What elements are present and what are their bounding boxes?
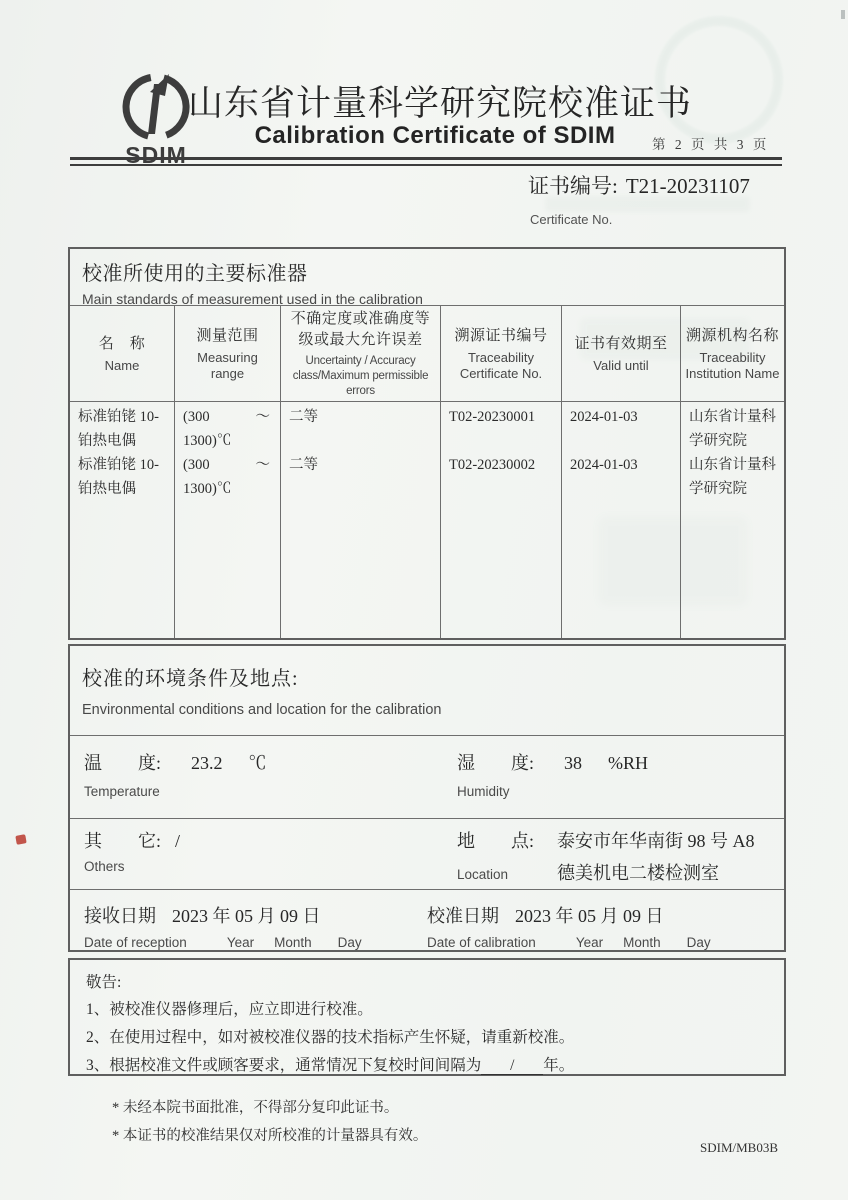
temperature-field xyxy=(84,736,267,799)
temperature-unit: ℃ xyxy=(248,753,267,773)
red-ink-dot-artifact xyxy=(15,834,26,845)
environment-section xyxy=(68,644,786,952)
calibration-label-en: Date of calibration xyxy=(427,935,536,950)
standards-section-title xyxy=(70,249,784,307)
others-label-en: Others xyxy=(84,859,125,874)
standard-range: (300 ～ 1300)℃ xyxy=(183,453,274,501)
standard-name: 标准铂铑 10-铂热电偶 xyxy=(78,409,159,449)
calibration-date-value: 2023 年 05 月 09 日 xyxy=(515,906,664,926)
column-header-measuring-range: 测量范围 Measuring range xyxy=(175,306,281,401)
notice-item: 3、根据校准文件或顾客要求，通常情况下复校时间间隔为 / 年。 xyxy=(86,1057,575,1074)
recalibration-interval-blank: / xyxy=(481,1057,543,1075)
location-label-zh: 地 点: xyxy=(457,831,535,851)
certificate-title-zh: 山东省计量科学研究院校准证书 xyxy=(188,84,693,123)
temperature-label-en: Temperature xyxy=(84,784,160,799)
certificate-title-en: Calibration Certificate of SDIM xyxy=(254,122,616,149)
standard-accuracy: 二等 xyxy=(289,409,318,425)
dates-row xyxy=(70,889,784,950)
standards-section xyxy=(68,247,786,640)
humidity-label-zh: 湿 度: xyxy=(457,753,535,773)
standards-title-zh: 校准所使用的主要标准器 xyxy=(82,263,308,285)
notice-item: 1、被校准仪器修理后，应立即进行校准。 xyxy=(86,1001,373,1018)
footer-notes xyxy=(112,1094,427,1150)
reception-date-field: 接收日期 2023 年 05 月 09 日 Date of reception Year Month Day xyxy=(84,890,362,950)
standards-table-header xyxy=(70,306,784,402)
certificate-number-label: 证书编号: xyxy=(528,174,618,198)
header-divider xyxy=(70,157,782,166)
column-header-institution: 溯源机构名称 Traceability Institution Name xyxy=(685,327,780,381)
footer-note: * 本证书的校准结果仅对所校准的计量器具有效。 xyxy=(112,1128,428,1144)
column-header-uncertainty: 不确定度或准确度等级或最大允许误差 Uncertainty / Accuracy class/Maximum permissible errors xyxy=(281,306,441,401)
standards-table xyxy=(70,305,784,638)
location-value-line2: 德美机电二楼检测室 xyxy=(557,863,719,883)
reception-date-value: 2023 年 05 月 09 日 xyxy=(172,906,321,926)
calibration-date-field: 校准日期 2023 年 05 月 09 日 Date of calibration Year Month Day xyxy=(427,890,711,950)
humidity-label-en: Humidity xyxy=(457,784,510,799)
tilde: ～ xyxy=(255,457,270,473)
page-number: 第 2 页 共 3 页 xyxy=(652,137,770,152)
institution-name: 山东省计量科学研究院 xyxy=(689,409,776,449)
valid-until-cell xyxy=(562,402,681,638)
scan-edge-mark xyxy=(841,10,845,19)
certificate-number-line xyxy=(528,170,750,200)
institution-name: 山东省计量科学研究院 xyxy=(689,457,776,497)
environment-section-title xyxy=(70,646,784,735)
location-field xyxy=(457,819,755,885)
calibration-label-zh: 校准日期 xyxy=(427,906,499,926)
standards-title-en: Main standards of measurement used in the calibration xyxy=(82,291,423,307)
valid-until-date: 2024-01-03 xyxy=(570,457,638,473)
traceability-cert-no: T02-20230001 xyxy=(449,409,536,425)
location-label-en: Location xyxy=(457,867,509,882)
standard-range: (300 ～ 1300)℃ xyxy=(183,405,274,453)
environment-title-en: Environmental conditions and location for the calibration xyxy=(82,702,442,718)
accuracy-cell xyxy=(281,402,441,638)
footer-note: * 未经本院书面批准，不得部分复印此证书。 xyxy=(112,1100,399,1116)
notice-item: 2、在使用过程中，如对被校准仪器的技术指标产生怀疑，请重新校准。 xyxy=(86,1029,575,1046)
certificate-number-label-en: Certificate No. xyxy=(530,212,613,227)
temperature-value: 23.2 xyxy=(191,753,223,773)
temperature-label-zh: 温 度: xyxy=(84,753,162,773)
others-field xyxy=(84,819,180,874)
standards-table-body xyxy=(70,402,784,638)
reception-label-en: Date of reception xyxy=(84,935,187,950)
others-label-zh: 其 它: xyxy=(84,831,162,851)
environment-title-zh: 校准的环境条件及地点: xyxy=(82,668,299,690)
notice-section xyxy=(68,958,786,1076)
others-value: / xyxy=(175,831,181,851)
humidity-value: 38 xyxy=(564,753,583,773)
standard-accuracy: 二等 xyxy=(289,457,318,473)
name-cell xyxy=(70,402,175,638)
valid-until-date: 2024-01-03 xyxy=(570,409,638,425)
standard-name: 标准铂铑 10-铂热电偶 xyxy=(78,457,159,497)
institution-cell xyxy=(681,402,784,638)
tilde: ～ xyxy=(255,409,270,425)
certificate-number-value: T21-20231107 xyxy=(625,174,750,198)
form-code: SDIM/MB03B xyxy=(700,1140,779,1155)
range-cell xyxy=(175,402,281,638)
sdim-logo-icon xyxy=(114,70,198,146)
temperature-humidity-row xyxy=(70,735,784,818)
column-header-traceability-cert-no: 溯源证书编号 Traceability Certificate No. xyxy=(441,306,562,401)
logo-text: SDIM xyxy=(125,142,187,168)
traceability-cert-cell xyxy=(441,402,562,638)
column-header-valid-until: 证书有效期至 Valid until xyxy=(562,306,681,401)
others-location-row xyxy=(70,818,784,889)
column-header-name: 名 称 Name xyxy=(70,306,175,401)
reception-label-zh: 接收日期 xyxy=(84,906,156,926)
notice-title: 敬告: xyxy=(86,974,122,991)
traceability-cert-no: T02-20230002 xyxy=(449,457,536,473)
location-value-line1: 泰安市年华南街 98 号 A8 xyxy=(557,831,755,851)
humidity-unit: %RH xyxy=(608,753,649,773)
humidity-field xyxy=(457,736,648,799)
